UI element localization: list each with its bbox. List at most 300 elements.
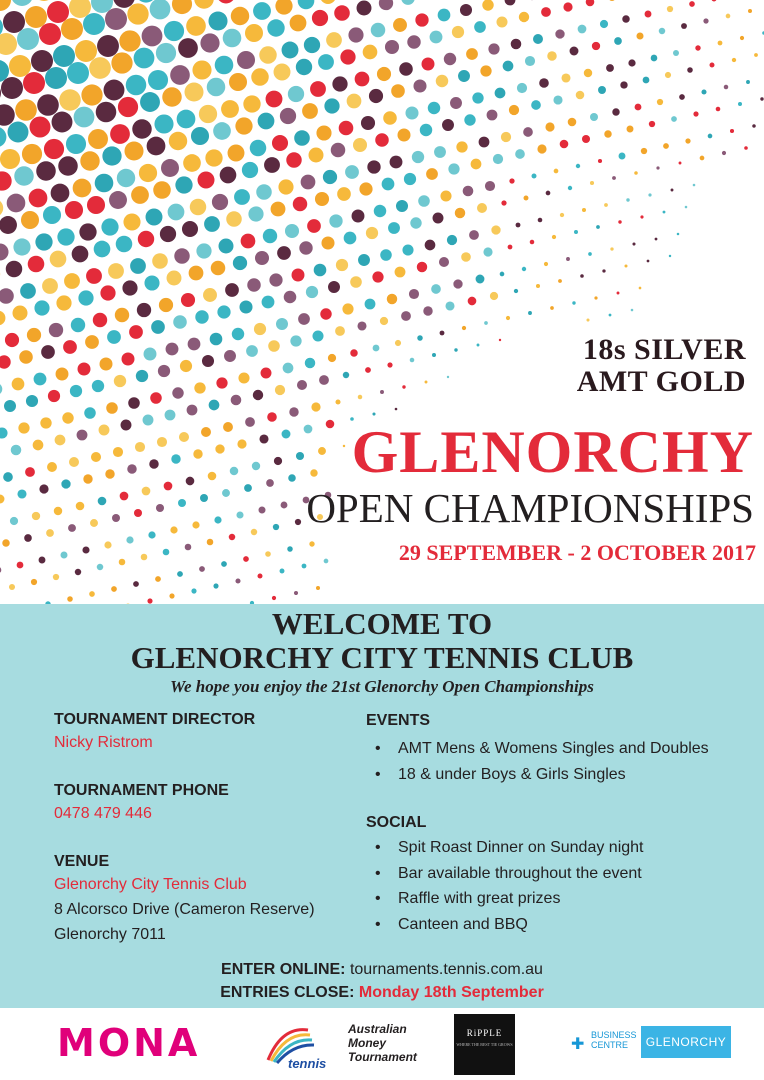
decorative-dot bbox=[25, 467, 35, 477]
entries-close-date: Monday 18th September bbox=[358, 984, 544, 1001]
decorative-dot bbox=[396, 200, 408, 212]
decorative-dot bbox=[119, 559, 126, 566]
decorative-dot bbox=[337, 187, 351, 201]
decorative-dot bbox=[164, 482, 173, 491]
decorative-dot bbox=[472, 92, 483, 103]
decorative-dot bbox=[440, 190, 451, 201]
decorative-dot bbox=[124, 141, 143, 160]
decorative-dot bbox=[61, 18, 83, 40]
decorative-dot bbox=[97, 564, 103, 570]
decorative-dot bbox=[544, 262, 548, 266]
decorative-dot bbox=[609, 314, 612, 317]
decorative-dot bbox=[76, 502, 85, 511]
decorative-dot bbox=[147, 137, 166, 156]
venue-name: Glenorchy City Tennis Club bbox=[54, 876, 247, 893]
list-item: • 18 & under Boys & Girls Singles bbox=[375, 765, 626, 783]
decorative-dot bbox=[726, 14, 731, 19]
decorative-dot bbox=[77, 430, 88, 441]
decorative-dot bbox=[420, 124, 432, 136]
venue-block bbox=[54, 852, 354, 947]
decorative-dot bbox=[493, 154, 503, 164]
decorative-dot bbox=[184, 82, 203, 101]
decorative-dot bbox=[523, 127, 533, 137]
decorative-dot bbox=[610, 247, 613, 250]
decorative-dot bbox=[627, 126, 634, 133]
decorative-dot bbox=[17, 28, 39, 50]
decorative-dot bbox=[239, 300, 252, 313]
decorative-dot bbox=[138, 231, 154, 247]
decorative-dot bbox=[100, 285, 115, 300]
decorative-dot bbox=[132, 119, 151, 138]
decorative-dot bbox=[153, 181, 171, 199]
decorative-dot bbox=[111, 586, 117, 592]
decorative-dot bbox=[624, 264, 627, 267]
decorative-dot bbox=[460, 4, 472, 16]
decorative-dot bbox=[722, 151, 726, 155]
decorative-dot bbox=[445, 301, 454, 310]
decorative-dot bbox=[310, 81, 326, 97]
decorative-dot bbox=[53, 45, 75, 67]
decorative-dot bbox=[51, 184, 70, 203]
decorative-dot bbox=[487, 110, 498, 121]
decorative-dot bbox=[133, 581, 139, 587]
amt-line-3: Tournament bbox=[348, 1050, 417, 1064]
decorative-dot bbox=[223, 422, 233, 432]
decorative-dot bbox=[355, 72, 370, 87]
decorative-dot bbox=[111, 52, 132, 73]
decorative-dot bbox=[602, 269, 605, 272]
decorative-dot bbox=[116, 236, 133, 253]
decorative-dot bbox=[242, 162, 258, 178]
decorative-dot bbox=[312, 330, 323, 341]
decorative-dot bbox=[40, 417, 51, 428]
decorative-dot bbox=[442, 119, 454, 131]
decorative-dot bbox=[517, 83, 527, 93]
decorative-dot bbox=[412, 151, 424, 163]
decorative-dot bbox=[31, 50, 53, 72]
decorative-dot bbox=[415, 13, 428, 26]
decorative-dot bbox=[107, 330, 121, 344]
decorative-dot bbox=[47, 462, 57, 472]
decorative-dot bbox=[0, 567, 1, 574]
decorative-dot bbox=[439, 257, 449, 267]
director-label: TOURNAMENT DIRECTOR bbox=[54, 711, 256, 728]
phone-number[interactable]: 0478 479 446 bbox=[54, 805, 152, 822]
social-block bbox=[366, 813, 756, 937]
decorative-dot bbox=[259, 46, 276, 63]
decorative-dot bbox=[372, 412, 375, 415]
decorative-dot bbox=[52, 112, 73, 133]
decorative-dot bbox=[225, 283, 239, 297]
decorative-dot bbox=[434, 146, 446, 158]
decorative-dot bbox=[393, 18, 407, 32]
decorative-dot bbox=[628, 59, 635, 66]
decorative-dot bbox=[482, 0, 493, 11]
decorative-dot bbox=[488, 43, 499, 54]
decorative-dot bbox=[752, 124, 755, 127]
decorative-dot bbox=[363, 45, 378, 60]
decorative-dot bbox=[324, 559, 329, 564]
decorative-dot bbox=[28, 256, 45, 273]
decorative-dot bbox=[213, 583, 218, 588]
decorative-dot bbox=[302, 564, 307, 569]
decorative-dot bbox=[177, 110, 196, 129]
event-item-text: AMT Mens & Womens Singles and Doubles bbox=[398, 740, 709, 757]
decorative-dot bbox=[568, 186, 572, 190]
decorative-dot bbox=[598, 159, 602, 163]
decorative-dot bbox=[275, 0, 292, 15]
decorative-dot bbox=[447, 235, 457, 245]
decorative-dot bbox=[142, 26, 163, 47]
decorative-dot bbox=[186, 16, 206, 36]
decorative-dot bbox=[17, 562, 24, 569]
decorative-dot bbox=[288, 474, 296, 482]
decorative-dot bbox=[122, 353, 135, 366]
decorative-dot bbox=[67, 62, 89, 84]
business-centre-text bbox=[591, 1030, 637, 1050]
decorative-dot bbox=[49, 323, 63, 337]
decorative-dot bbox=[114, 375, 126, 387]
decorative-dot bbox=[105, 8, 127, 30]
decorative-dot bbox=[716, 107, 721, 112]
decorative-dot bbox=[282, 430, 291, 439]
decorative-dot bbox=[614, 37, 622, 45]
decorative-dot bbox=[358, 395, 363, 400]
decorative-dot bbox=[19, 350, 33, 364]
decorative-dot bbox=[326, 32, 342, 48]
decorative-dot bbox=[612, 176, 616, 180]
decorative-dot bbox=[626, 198, 629, 201]
decorative-dot bbox=[643, 77, 650, 84]
decorative-dot bbox=[399, 62, 413, 76]
decorative-dot bbox=[108, 263, 124, 279]
director-block bbox=[54, 710, 354, 755]
decorative-dot bbox=[738, 102, 742, 106]
decorative-dot bbox=[505, 0, 516, 5]
decorative-dot bbox=[252, 462, 260, 470]
decorative-dot bbox=[216, 377, 227, 388]
decorative-dot bbox=[401, 0, 415, 5]
decorative-dot bbox=[189, 266, 204, 281]
decorative-dot bbox=[640, 215, 643, 218]
decorative-dot bbox=[20, 283, 36, 299]
decorative-dot bbox=[343, 445, 345, 447]
decorative-dot bbox=[48, 390, 60, 402]
decorative-dot bbox=[558, 279, 562, 283]
decorative-dot bbox=[425, 240, 436, 251]
decorative-dot bbox=[251, 529, 257, 535]
decorative-dot bbox=[27, 328, 41, 342]
decorative-dot bbox=[0, 216, 17, 234]
decorative-dot bbox=[253, 2, 271, 20]
decorative-dot bbox=[516, 223, 521, 228]
decorative-dot bbox=[538, 218, 543, 223]
decorative-dot bbox=[219, 239, 234, 254]
decorative-dot bbox=[371, 23, 386, 38]
decorative-dot bbox=[67, 596, 73, 602]
decorative-dot bbox=[509, 105, 519, 115]
decorative-dot bbox=[137, 303, 151, 317]
decorative-dot bbox=[6, 261, 22, 277]
decorative-dot bbox=[724, 85, 728, 89]
decorative-dot bbox=[659, 28, 665, 34]
decorative-dot bbox=[85, 335, 99, 349]
decorative-dot bbox=[456, 141, 467, 152]
decorative-dot bbox=[285, 224, 299, 238]
decorative-dot bbox=[304, 425, 313, 434]
list-item: • AMT Mens & Womens Singles and Doubles bbox=[375, 740, 709, 757]
decorative-dot bbox=[261, 368, 272, 379]
decorative-dot bbox=[561, 73, 570, 82]
decorative-dot bbox=[44, 139, 64, 159]
decorative-dot bbox=[185, 544, 192, 551]
decorative-dot bbox=[357, 1, 372, 16]
decorative-dot bbox=[506, 316, 510, 320]
decorative-dot bbox=[468, 297, 477, 306]
decorative-dot bbox=[501, 132, 511, 142]
decorative-dot bbox=[304, 37, 320, 53]
decorative-dot bbox=[515, 149, 525, 159]
decorative-dot bbox=[142, 487, 151, 496]
decorative-dot bbox=[113, 447, 123, 457]
decorative-dot bbox=[380, 249, 392, 261]
decorative-dot bbox=[655, 238, 658, 241]
decorative-dot bbox=[619, 153, 626, 160]
social-item-text: Spit Roast Dinner on Sunday night bbox=[398, 839, 644, 856]
decorative-dot bbox=[372, 271, 383, 282]
decorative-dot bbox=[7, 194, 26, 213]
decorative-dot bbox=[293, 197, 307, 211]
welcome-tagline: We hope you enjoy the 21st Glenorchy Open Championships bbox=[170, 677, 594, 696]
decorative-dot bbox=[701, 89, 706, 94]
decorative-dot bbox=[366, 227, 378, 239]
decorative-dot bbox=[10, 517, 18, 525]
decorative-dot bbox=[102, 146, 121, 165]
decorative-dot bbox=[13, 238, 30, 255]
telstra-t-icon: ✚ bbox=[571, 1034, 585, 1053]
decorative-dot bbox=[580, 274, 584, 278]
events-details bbox=[366, 711, 756, 963]
decorative-dot bbox=[395, 340, 401, 346]
decorative-dot bbox=[572, 301, 575, 304]
decorative-dot bbox=[693, 111, 698, 116]
decorative-dot bbox=[169, 593, 174, 598]
decorative-dot bbox=[229, 534, 236, 541]
entry-info bbox=[0, 958, 764, 1004]
decorative-dot bbox=[754, 53, 758, 57]
decorative-dot bbox=[402, 385, 405, 388]
grade-line-2: AMT GOLD bbox=[576, 365, 746, 398]
phone-block bbox=[54, 781, 354, 826]
decorative-dot bbox=[339, 121, 354, 136]
decorative-dot bbox=[121, 420, 132, 431]
decorative-dot bbox=[335, 326, 345, 336]
decorative-dot bbox=[134, 48, 155, 69]
decorative-dot bbox=[380, 317, 388, 325]
decorative-dot bbox=[194, 382, 205, 393]
decorative-dot bbox=[312, 10, 328, 26]
decorative-dot bbox=[214, 516, 221, 523]
decorative-dot bbox=[604, 203, 608, 207]
decorative-dot bbox=[244, 484, 252, 492]
decorative-dot bbox=[0, 82, 1, 104]
decorative-dot bbox=[175, 176, 192, 193]
decorative-dot bbox=[407, 35, 420, 48]
decorative-dot bbox=[606, 64, 614, 72]
decorative-dot bbox=[410, 358, 415, 363]
decorative-dot bbox=[215, 444, 224, 453]
decorative-dot bbox=[490, 292, 498, 300]
decorative-dot bbox=[681, 23, 687, 29]
decorative-dot bbox=[417, 335, 423, 341]
decorative-dot bbox=[471, 159, 482, 170]
decorative-dot bbox=[120, 492, 129, 501]
decorative-dot bbox=[110, 124, 130, 144]
decorative-dot bbox=[310, 469, 317, 476]
decorative-dot bbox=[536, 284, 540, 288]
decorative-dot bbox=[171, 454, 180, 463]
decorative-dot bbox=[496, 16, 507, 27]
decorative-dot bbox=[208, 11, 227, 30]
business-centre-logo bbox=[569, 1024, 731, 1062]
decorative-dot bbox=[3, 472, 13, 482]
decorative-dot bbox=[246, 345, 258, 357]
decorative-dot bbox=[265, 551, 271, 557]
decorative-dot bbox=[380, 390, 384, 394]
decorative-dot bbox=[81, 84, 102, 105]
decorative-dot bbox=[483, 247, 492, 256]
decorative-dot bbox=[166, 343, 179, 356]
decorative-dot bbox=[586, 318, 589, 321]
decorative-dot bbox=[436, 75, 448, 87]
decorative-dot bbox=[0, 311, 5, 326]
decorative-dot bbox=[592, 42, 600, 50]
decorative-dot bbox=[576, 91, 585, 100]
decorative-dot bbox=[509, 178, 514, 183]
decorative-dot bbox=[140, 92, 160, 112]
decorative-dot bbox=[631, 309, 634, 312]
decorative-dot bbox=[243, 556, 249, 562]
social-item-text: Bar available throughout the event bbox=[398, 864, 642, 882]
decorative-dot bbox=[550, 306, 554, 310]
decorative-dot bbox=[29, 189, 48, 208]
sponsor-bar bbox=[0, 1008, 764, 1080]
decorative-dot bbox=[83, 13, 105, 35]
decorative-dot bbox=[328, 354, 336, 362]
decorative-dot bbox=[241, 234, 256, 249]
decorative-dot bbox=[641, 148, 647, 154]
decorative-dot bbox=[93, 313, 107, 327]
decorative-dot bbox=[152, 253, 168, 269]
decorative-dot bbox=[648, 193, 651, 196]
decorative-dot bbox=[598, 86, 606, 94]
decorative-dot bbox=[212, 194, 228, 210]
decorative-dot bbox=[26, 395, 38, 407]
decorative-dot bbox=[202, 355, 214, 367]
decorative-dot bbox=[367, 160, 380, 173]
decorative-dot bbox=[172, 387, 183, 398]
list-item: • Raffle with great prizes bbox=[375, 890, 561, 907]
decorative-dot bbox=[388, 222, 400, 234]
tennis-australia-logo bbox=[262, 1020, 342, 1070]
decorative-dot bbox=[547, 51, 557, 61]
decorative-dot bbox=[15, 99, 37, 121]
decorative-dot bbox=[194, 0, 214, 9]
decorative-dot bbox=[359, 182, 372, 195]
decorative-dot bbox=[383, 111, 397, 125]
decorative-dot bbox=[576, 164, 580, 168]
decorative-dot bbox=[258, 113, 275, 130]
decorative-dot bbox=[73, 179, 92, 198]
decorative-dot bbox=[221, 561, 227, 567]
decorative-dot bbox=[229, 73, 247, 91]
decorative-dot bbox=[115, 308, 129, 322]
decorative-dot bbox=[253, 390, 263, 400]
decorative-dot bbox=[0, 243, 9, 260]
decorative-dot bbox=[448, 163, 459, 174]
decorative-dot bbox=[280, 108, 296, 124]
enter-online-url[interactable]: tournaments.tennis.com.au bbox=[349, 961, 543, 978]
decorative-dot bbox=[365, 367, 371, 373]
decorative-dot bbox=[131, 186, 149, 204]
decorative-dot bbox=[422, 58, 435, 71]
decorative-dot bbox=[205, 149, 222, 166]
decorative-dot bbox=[744, 146, 748, 150]
decorative-dot bbox=[426, 168, 438, 180]
decorative-dot bbox=[221, 100, 239, 118]
decorative-dot bbox=[126, 75, 147, 96]
decorative-dot bbox=[374, 205, 386, 217]
decorative-dot bbox=[203, 288, 217, 302]
decorative-dot bbox=[162, 87, 181, 106]
decorative-dot bbox=[484, 321, 488, 325]
decorative-dot bbox=[430, 31, 443, 44]
decorative-dot bbox=[129, 325, 143, 339]
decorative-dot bbox=[34, 373, 47, 386]
decorative-dot bbox=[290, 335, 301, 346]
decorative-dot bbox=[319, 375, 329, 385]
social-item-text: Canteen and BBQ bbox=[398, 915, 528, 933]
decorative-dot bbox=[164, 21, 184, 41]
decorative-dot bbox=[332, 76, 347, 91]
decorative-dot bbox=[163, 549, 170, 556]
decorative-dot bbox=[347, 94, 362, 109]
decorative-dot bbox=[209, 400, 220, 411]
decorative-dot bbox=[663, 211, 666, 214]
decorative-dot bbox=[34, 300, 49, 315]
decorative-dot bbox=[533, 34, 543, 44]
decorative-dot bbox=[118, 97, 138, 117]
decorative-dot bbox=[353, 138, 367, 152]
decorative-dot bbox=[612, 108, 619, 115]
decorative-dot bbox=[401, 311, 411, 321]
decorative-dot bbox=[192, 521, 199, 528]
decorative-dot bbox=[250, 140, 267, 157]
decorative-dot bbox=[199, 566, 205, 572]
decorative-dot bbox=[224, 350, 236, 362]
decorative-dot bbox=[69, 457, 79, 467]
decorative-dot bbox=[708, 134, 713, 139]
decorative-dot bbox=[122, 280, 137, 295]
decorative-dot bbox=[55, 435, 66, 446]
decorative-dot bbox=[9, 584, 15, 590]
decorative-dot bbox=[71, 318, 85, 332]
decorative-dot bbox=[264, 157, 280, 173]
decorative-dot bbox=[181, 293, 195, 307]
decorative-dot bbox=[14, 166, 33, 185]
decorative-dot bbox=[748, 9, 752, 13]
decorative-dot bbox=[245, 24, 263, 42]
